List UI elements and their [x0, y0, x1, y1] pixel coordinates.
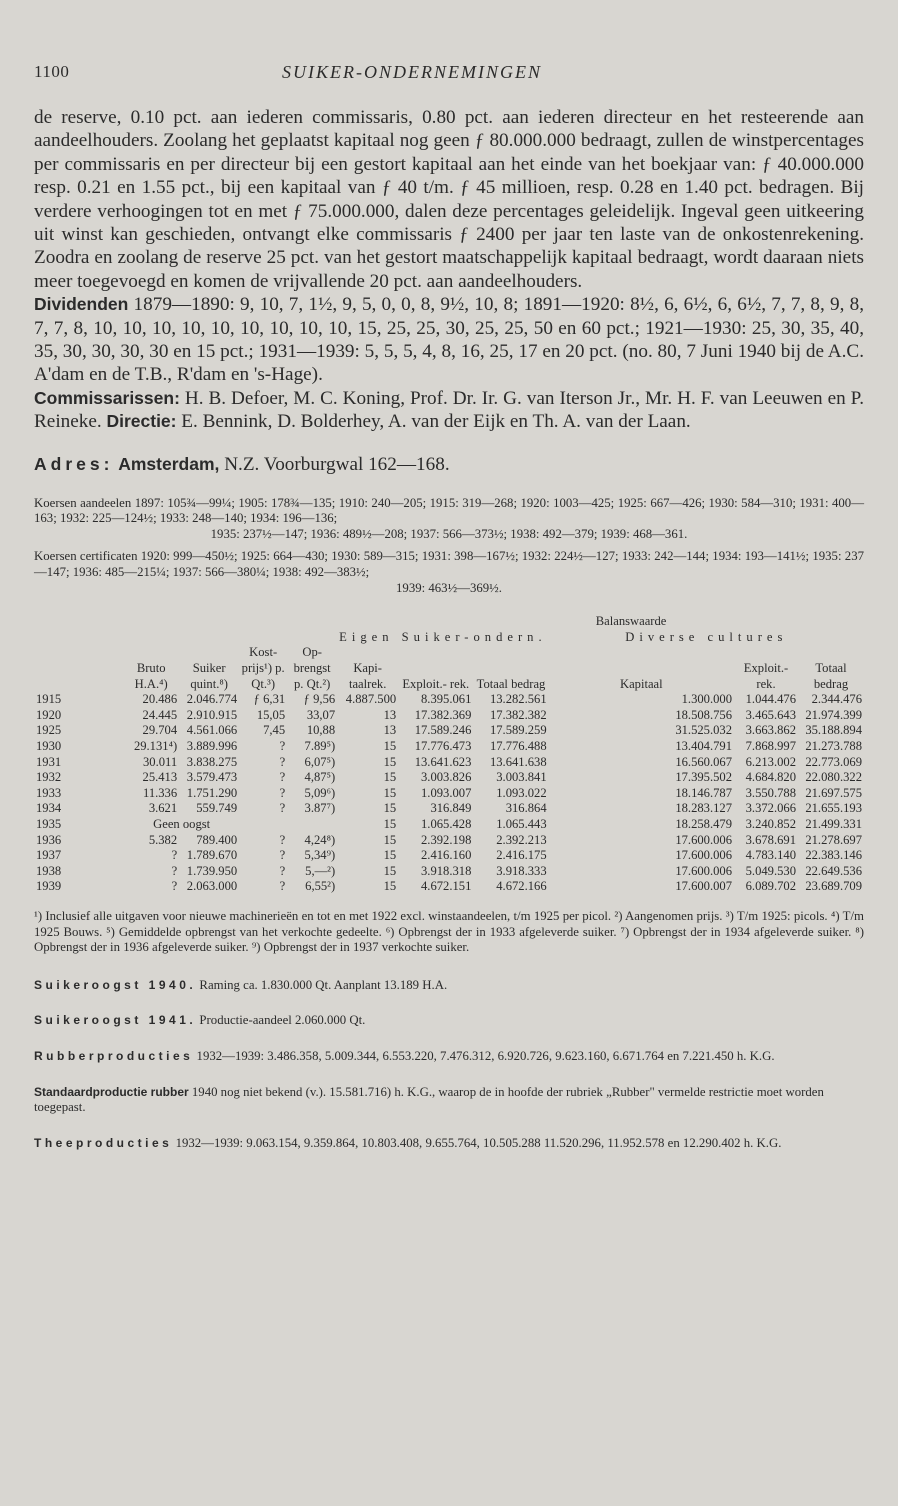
spec-text: Raming ca. 1.830.000 Qt. Aanplant 13.189 H.A. — [199, 977, 448, 992]
table-cell: 316.849 — [430, 801, 472, 816]
table-cell: 6,55²) — [305, 879, 336, 894]
table-cell: 15 — [383, 816, 397, 831]
dividenden-label: Dividenden — [34, 294, 129, 315]
table-cell: 8.395.061 — [421, 692, 472, 707]
table-row — [34, 833, 864, 849]
table-cell: 1.789.670 — [186, 848, 238, 863]
col-kostprijs: Kost- prijs¹) p. Qt.³) — [241, 645, 285, 691]
col-suiker: Suiker quint.⁸) — [190, 661, 228, 691]
koersen-aandeelen-last: 1935: 237½—147; 1936: 489½—208; 1937: 566—373½; 1938: 492—379; 1939: 468—361. — [210, 526, 688, 541]
balance-table-body — [34, 692, 864, 895]
table-cell: 15 — [383, 879, 397, 894]
table-cell: 1.751.290 — [186, 785, 238, 800]
table-cell: 3.838.275 — [186, 754, 238, 769]
table-cell: 2.344.476 — [811, 692, 862, 707]
table-cell: 2.392.213 — [496, 832, 547, 847]
table-cell: 15 — [383, 785, 397, 800]
table-row — [34, 848, 864, 864]
table-cell: 1939 — [36, 879, 62, 894]
table-cell: 7.89⁵) — [304, 739, 336, 753]
table-cell: 789.400 — [196, 832, 238, 847]
table-cell: 21.697.575 — [805, 785, 862, 800]
table-cell: 1935 — [36, 816, 62, 831]
dividenden-text: 1879—1890: 9, 10, 7, 1½, 9, 5, 0, 0, 8, 9½, 10, 8; 1891—1920: 8½, 6, 6½, 6, 6½, 7, 7, 8, 9, 8, 7, 7, 8, 10, 10, 10, 10, 10, 10, 10, 10, 10, 15, 25, 25, 30, 25, 25, 50 en 60 pct.; 1921—1930: 25, 30, 35, 40, 35, 30, 30, 30, 30 en 15 pct.; 1931—1939: 5, 5, 5, 4, 8, 16, 25, 17 en 20 pct. (no. 80, 7 Juni 1940 bij de A.C. A'dam en de T.B., R'dam en 's-Hage). — [34, 294, 864, 386]
table-cell: 25.413 — [142, 770, 178, 785]
table-cell: 15 — [383, 801, 397, 816]
table-cell: 30.011 — [142, 754, 178, 769]
table-cell: 17.600.006 — [675, 863, 732, 878]
table-cell: ? — [279, 770, 286, 785]
col-totaal: Totaal bedrag — [476, 676, 546, 691]
col-d-kapitaal: Kapitaal — [619, 676, 663, 691]
spec-label: Suikeroogst 1941. — [34, 1013, 197, 1028]
eigen-header: Eigen Suiker-ondern. — [339, 629, 547, 644]
commissarissen-label: Commissarissen: — [34, 387, 180, 408]
table-cell: 35.188.894 — [805, 723, 862, 738]
table-cell: 5,09⁶) — [304, 785, 336, 800]
adres-label: Adres: — [34, 453, 114, 474]
spec-text: Productie-aandeel 2.060.000 Qt. — [199, 1013, 366, 1028]
main-text — [34, 106, 864, 434]
table-cell: ? — [279, 879, 286, 894]
table-cell: 17.600.007 — [675, 879, 732, 894]
table-row — [34, 770, 864, 786]
koersen-aandeelen-text: Koersen aandeelen 1897: 105¾—99¼; 1905: 178¾—135; 1910: 240—205; 1915: 319—268; 1920: 1003—425; 1925: 667—426; 1930: 584—310; 1931: 400—163; 1932: 225—124½; 1933: 248—140; 1934: 196—136; — [34, 495, 864, 526]
adres-street: N.Z. Voorburgwal 162—168. — [224, 453, 450, 475]
table-cell: 7,45 — [263, 723, 286, 738]
table-cell: 13.641.623 — [414, 754, 472, 769]
table-cell: 4.561.066 — [186, 723, 238, 738]
spec-theeproducties — [34, 1136, 864, 1152]
table-cell: 21.273.788 — [805, 739, 862, 753]
table-cell: 1.739.950 — [186, 863, 238, 878]
table-cell: ? — [279, 785, 286, 800]
table-cell: 21.655.193 — [805, 801, 862, 816]
spec-label: Suikeroogst 1940. — [34, 977, 197, 992]
table-cell: 1925 — [36, 723, 62, 738]
table-cell: ? — [279, 863, 286, 878]
table-cell: 21.974.399 — [805, 707, 862, 722]
koersen-certificaten — [34, 549, 864, 596]
table-cell: 3.918.318 — [421, 863, 472, 878]
table-cell: 3.550.788 — [745, 785, 796, 800]
table-cell: 2.910.915 — [186, 707, 238, 722]
table-row — [34, 739, 864, 755]
table-row — [34, 723, 864, 739]
table-cell: ? — [171, 863, 178, 878]
table-cell: 15 — [383, 832, 397, 847]
col-opbrengst: Op- brengst p. Qt.²) — [293, 645, 331, 691]
table-cell: 6.089.702 — [745, 879, 796, 894]
commissarissen-paragraph — [34, 387, 864, 434]
table-cell: 21.499.331 — [805, 816, 862, 831]
koersen-aandeelen — [34, 496, 864, 543]
table-row — [34, 786, 864, 802]
table-cell: 29.131⁴) — [133, 739, 178, 753]
table-cell: ? — [279, 832, 286, 847]
table-cell: 15 — [383, 863, 397, 878]
table-cell: 11.336 — [142, 785, 178, 800]
spec-label: Rubberproducties — [34, 1048, 194, 1063]
diverse-header: Diverse cultures — [625, 629, 788, 644]
directie-label: Directie: — [106, 411, 177, 432]
table-cell: 2.416.175 — [496, 848, 547, 863]
koersen-certificaten-text: Koersen certificaten 1920: 999—450½; 1925: 664—430; 1930: 589—315; 1931: 398—167½; 1932: 224½—127; 1933: 242—144; 1934: 193—141½; 1935: 237—147; 1936: 485—215¼; 1937: 566—380¼; 1938: 492—383½; — [34, 549, 864, 580]
table-cell: 24.445 — [142, 707, 178, 722]
spec-rubberproducties — [34, 1049, 864, 1065]
table-cell: ? — [171, 879, 178, 894]
table-cell: 6.213.002 — [745, 754, 796, 769]
table-cell: 13 — [383, 707, 397, 722]
table-cell: 1936 — [36, 832, 62, 847]
table-cell: 22.080.322 — [805, 770, 862, 785]
table-cell: 13 — [383, 723, 397, 738]
table-cell: 3.240.852 — [745, 816, 796, 831]
page-number: 1100 — [34, 62, 70, 81]
table-row — [34, 879, 864, 895]
table-cell: 2.046.774 — [186, 692, 238, 707]
table-cell: 13.404.791 — [675, 739, 732, 753]
spec-standaardproductie — [34, 1085, 864, 1116]
production-specs — [34, 978, 864, 1152]
table-cell: 17.589.246 — [414, 723, 472, 738]
table-cell: 17.600.006 — [675, 848, 732, 863]
table-cell: 316.864 — [505, 801, 547, 816]
table-cell: 22.649.536 — [805, 863, 862, 878]
table-cell: 15 — [383, 754, 397, 769]
table-cell: 1.065.443 — [496, 816, 547, 831]
table-cell: 1930 — [36, 739, 62, 753]
spec-text: 1940 nog niet bekend (v.). 15.581.716) h. K.G., waarop de in hoofde der rubriek „Rubber" vermelde restrictie moet worden toegepast. — [34, 1084, 824, 1115]
table-cell: 1932 — [36, 770, 62, 785]
table-cell: 1931 — [36, 754, 62, 769]
col-kapitaal: Kapi- taalrek. — [348, 661, 387, 691]
spec-suikeroogst-1941 — [34, 1013, 864, 1029]
table-cell: 29.704 — [142, 723, 178, 738]
table-cell: 10,88 — [306, 723, 336, 738]
table-cell: 18.283.127 — [675, 801, 732, 816]
table-cell: 15 — [383, 848, 397, 863]
table-cell: 4.684.820 — [745, 770, 796, 785]
table-cell: 2.392.198 — [421, 832, 472, 847]
table-cell: 13.641.638 — [489, 754, 547, 769]
directie-text: E. Bennink, D. Bolderhey, A. van der Eijk en Th. A. van der Laan. — [181, 411, 691, 433]
table-cell: 1937 — [36, 848, 62, 863]
spec-text: 1932—1939: 9.063.154, 9.359.864, 10.803.408, 9.655.764, 10.505.288 11.520.296, 11.952.578 en 12.290.402 h. K.G. — [175, 1135, 782, 1150]
table-cell: 1934 — [36, 801, 62, 816]
spec-label: Standaardproductie rubber — [34, 1084, 189, 1099]
table-cell: 20.486 — [142, 692, 178, 707]
table-cell: 17.776.488 — [489, 739, 547, 753]
adres-city: Amsterdam, — [118, 453, 220, 474]
table-cell: 1938 — [36, 863, 62, 878]
table-row — [34, 755, 864, 771]
table-cell: 1933 — [36, 785, 62, 800]
intro-paragraph: de reserve, 0.10 pct. aan iederen commissaris, 0.80 pct. aan iederen directeur en het resteerende aan aandeelhouders. Zoolang het geplaatst kapitaal nog geen ƒ 80.000.000 bedraagt, zullen de winstpercentages per commissaris en per directeur bij een gestort kapitaal aan het einde van het boekjaar van: ƒ 40.000.000 resp. 0.21 en 1.55 pct., bij een kapitaal van ƒ 40 t/m. ƒ 45 millioen, resp. 0.28 en 1.40 pct. bedragen. Bij verdere verhoogingen tot en met ƒ 75.000.000, dalen deze percentages geleidelijk. Ingeval geen uitkeering uit winst kan geschieden, ontvangt elke commissaris ƒ 2400 per jaar ten laste van de onkostenrekening. Zoodra en zoolang de reserve 25 pct. van het gestort maatschappelijk kapitaal bedraagt, wordt daaraan niets meer toegevoegd en komen de vrijvallende 20 pct. aan aandeelhouders. — [34, 107, 864, 292]
table-cell: 21.278.697 — [805, 832, 862, 847]
table-cell: 3.918.333 — [496, 863, 547, 878]
adres-line — [34, 454, 864, 476]
table-cell: 3.621 — [148, 801, 178, 816]
table-cell: ? — [279, 801, 286, 816]
koersen-block — [34, 496, 864, 597]
table-row — [34, 692, 864, 708]
table-cell: 4.672.151 — [421, 879, 472, 894]
table-cell: 17.776.473 — [414, 739, 472, 753]
table-cell: 17.382.369 — [414, 707, 472, 722]
table-cell: 1.065.428 — [421, 816, 472, 831]
table-cell: 1915 — [36, 692, 62, 707]
table-cell: ƒ 9,56 — [303, 692, 336, 707]
table-cell: 5.049.530 — [745, 863, 796, 878]
table-cell: 17.600.006 — [675, 832, 732, 847]
table-cell: 1.300.000 — [681, 692, 732, 707]
table-row — [34, 801, 864, 817]
table-cell: 2.063.000 — [186, 879, 238, 894]
table-cell: 3.87⁷) — [304, 801, 336, 816]
table-cell: 22.773.069 — [805, 754, 862, 769]
table-cell: Geen oogst — [153, 816, 211, 831]
table-row — [34, 864, 864, 880]
table-cell: 3.372.066 — [745, 801, 796, 816]
balance-table — [34, 614, 864, 895]
table-cell: 18.146.787 — [675, 785, 732, 800]
page-header — [34, 62, 864, 92]
koersen-certificaten-last: 1939: 463½—369½. — [396, 580, 502, 595]
table-cell: 4,24⁸) — [304, 832, 336, 847]
table-cell: 5,34⁹) — [304, 848, 336, 863]
table-cell: 4.783.140 — [745, 848, 796, 863]
table-cell: 33,07 — [306, 707, 336, 722]
table-cell: 16.560.067 — [675, 754, 732, 769]
table-row — [34, 817, 864, 833]
table-cell: 18.258.479 — [675, 816, 732, 831]
table-cell: ? — [279, 754, 286, 769]
table-cell: 17.395.502 — [675, 770, 732, 785]
table-cell: 18.508.756 — [675, 707, 732, 722]
table-cell: ? — [279, 848, 286, 863]
running-title: SUIKER-ONDERNEMINGEN — [282, 62, 542, 82]
col-d-exploit: Exploit.- rek. — [743, 661, 789, 691]
table-cell: 17.589.259 — [489, 723, 547, 738]
table-cell: 3.465.643 — [745, 707, 796, 722]
table-cell: ? — [171, 848, 178, 863]
spec-label: Theeproducties — [34, 1135, 173, 1150]
table-cell: 4.672.166 — [496, 879, 547, 894]
table-cell: 3.579.473 — [186, 770, 238, 785]
col-bruto: Bruto H.A.⁴) — [134, 661, 168, 691]
table-cell: 15 — [383, 739, 397, 753]
table-cell: 1.093.022 — [496, 785, 547, 800]
table-cell: 2.416.160 — [421, 848, 472, 863]
table-cell: 5,—²) — [305, 863, 336, 878]
commissarissen-text: H. B. Defoer, M. C. Koning, Prof. Dr. Ir. G. van Iterson Jr., Mr. H. F. van Leeuwen en P. Reineke. — [34, 387, 865, 433]
table-cell: 22.383.146 — [805, 848, 862, 863]
col-d-totaal: Totaal bedrag — [813, 661, 849, 691]
table-row — [34, 708, 864, 724]
table-cell: 3.678.691 — [745, 832, 796, 847]
table-cell: 559.749 — [196, 801, 238, 816]
table-cell: 3.663.862 — [745, 723, 796, 738]
table-cell: 15 — [383, 770, 397, 785]
table-cell: ƒ 6,31 — [253, 692, 286, 707]
footnotes: ¹) Inclusief alle uitgaven voor nieuwe machinerieën en tot en met 1922 excl. winstaandeelen, t/m 1925 per picol. ²) Aangenomen prijs. ³) T/m 1925: picols. ⁴) T/m 1925 Bouws. ⁵) Gemiddelde opbrengst van het verkochte gedeelte. ⁶) Opbrengst der in 1933 afgeleverde suiker. ⁷) Opbrengst der in 1934 afgeleverde suiker. ⁸) Opbrengst der in 1936 afgeleverde suiker. ⁹) Opbrengst der in 1937 verkochte suiker. — [34, 908, 864, 955]
table-cell: 15,05 — [256, 707, 286, 722]
table-cell: 31.525.032 — [675, 723, 732, 738]
table-cell: 3.003.826 — [421, 770, 472, 785]
table-cell: ? — [279, 739, 286, 753]
dividenden-paragraph — [34, 293, 864, 387]
table-cell: 3.003.841 — [496, 770, 547, 785]
spec-suikeroogst-1940 — [34, 978, 864, 994]
table-cell: 4,87⁵) — [304, 770, 336, 785]
table-cell: 6,07⁵) — [304, 754, 336, 769]
table-cell: 4.887.500 — [345, 692, 397, 707]
table-cell: 5.382 — [148, 832, 178, 847]
table-cell: 1.093.007 — [421, 785, 472, 800]
table-cell: 23.689.709 — [805, 879, 862, 894]
table-cell: 3.889.996 — [186, 739, 238, 753]
table-cell: 7.868.997 — [745, 739, 796, 753]
balanswaarde-header: Balanswaarde — [595, 614, 667, 629]
col-exploit: Exploit.- rek. — [402, 676, 470, 691]
table-cell: 1920 — [36, 707, 62, 722]
spec-text: 1932—1939: 3.486.358, 5.009.344, 6.553.220, 7.476.312, 6.920.726, 9.623.160, 6.671.764 en 7.221.450 h. K.G. — [196, 1048, 775, 1063]
table-cell: 13.282.561 — [489, 692, 547, 707]
table-cell: 1.044.476 — [745, 692, 796, 707]
table-cell: 17.382.382 — [489, 707, 547, 722]
